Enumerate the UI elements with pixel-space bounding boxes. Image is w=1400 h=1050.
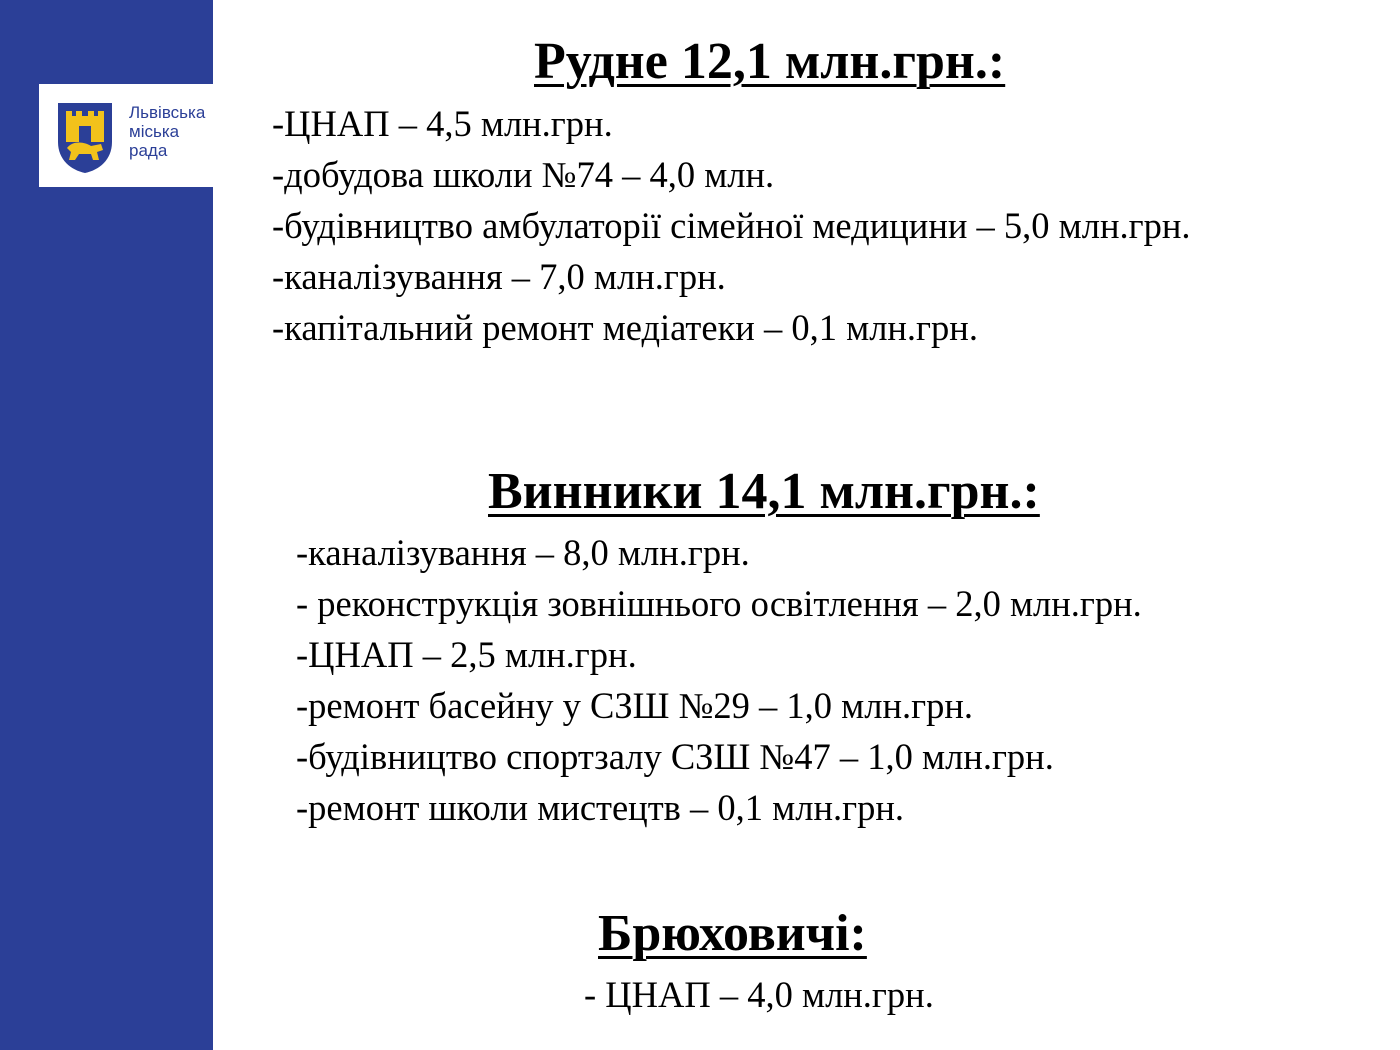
list-item: -каналізування – 7,0 млн.грн. (272, 256, 726, 297)
lion-shield-icon (57, 102, 113, 174)
list-item: - ЦНАП – 4,0 млн.грн. (584, 974, 934, 1015)
list-item: -капітальний ремонт медіатеки – 0,1 млн.грн. (272, 307, 978, 348)
logo-text-line-1: Львівська (129, 103, 206, 122)
list-item: -будівництво амбулаторії сімейної медицини – 5,0 млн.грн. (272, 205, 1191, 246)
lviv-city-council-logo (39, 84, 214, 187)
section-list-rudne (272, 98, 1191, 353)
section-list-briukhovychi (584, 969, 934, 1020)
logo-text-line-3: рада (129, 141, 168, 160)
list-item: - реконструкція зовнішнього освітлення – 2,0 млн.грн. (296, 583, 1142, 624)
list-item: -добудова школи №74 – 4,0 млн. (272, 154, 775, 195)
section-title-vynnyky: Винники 14,1 млн.грн.: (488, 463, 1040, 520)
section-list-vynnyky (296, 527, 1142, 833)
list-item: -ЦНАП – 2,5 млн.грн. (296, 634, 637, 675)
list-item: -будівництво спортзалу СЗШ №47 – 1,0 млн.грн. (296, 736, 1054, 777)
list-item: -ремонт басейну у СЗШ №29 – 1,0 млн.грн. (296, 685, 973, 726)
list-item: -ремонт школи мистецтв – 0,1 млн.грн. (296, 787, 904, 828)
section-title-rudne: Рудне 12,1 млн.грн.: (534, 33, 1006, 90)
section-title-briukhovychi: Брюховичі: (598, 905, 867, 962)
list-item: -ЦНАП – 4,5 млн.грн. (272, 103, 613, 144)
logo-text-line-2: міська (129, 122, 180, 141)
list-item: -каналізування – 8,0 млн.грн. (296, 532, 750, 573)
